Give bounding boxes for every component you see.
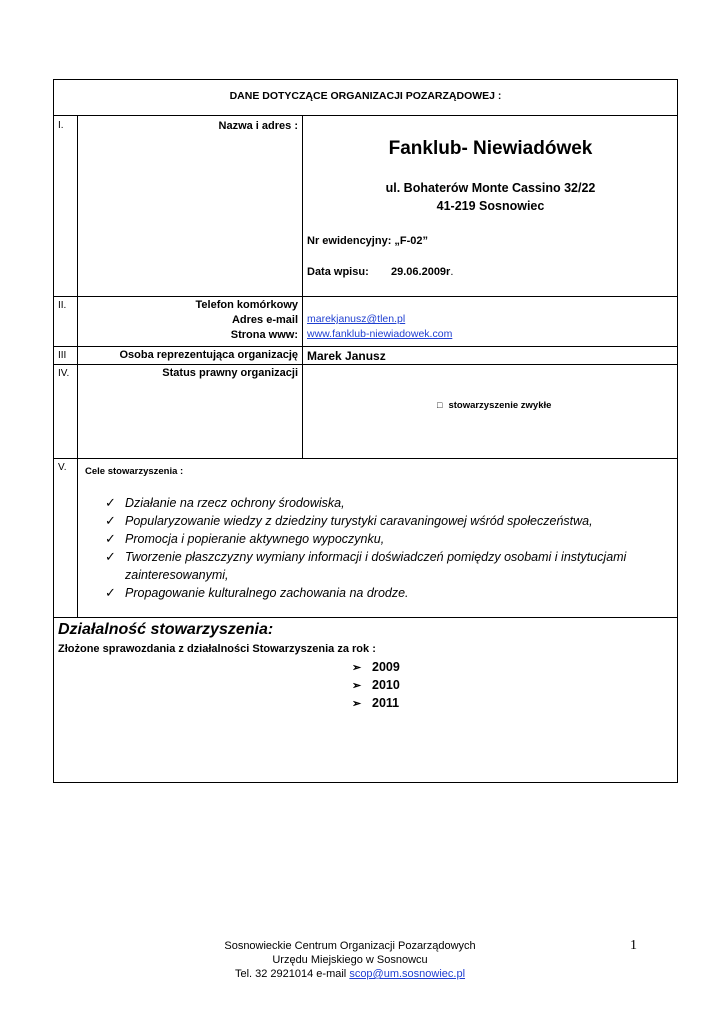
legal-status-value: stowarzyszenie zwykłe: [448, 400, 552, 411]
contact-values: [307, 312, 452, 342]
organization-name: Fanklub- Niewiadówek: [388, 138, 593, 159]
section-number: III: [58, 350, 67, 361]
goal-item: ✓ Tworzenie płaszczyzny wymiany informacji i doświadczeń pomiędzy osobami i instytucjami zainteresowanymi,: [105, 549, 627, 582]
checkmark-icon: ✓: [105, 585, 116, 600]
goal-item: ✓ Popularyzowanie wiedzy z dziedziny turystyki caravaningowej wśród społeczeństwa,: [105, 513, 593, 528]
section-number: IV.: [58, 368, 70, 379]
www-label: Strona www:: [230, 329, 298, 341]
legal-status-label: Status prawny organizacji: [162, 367, 298, 379]
report-year: ➢ 2011: [352, 695, 400, 713]
page-number: 1: [630, 938, 637, 953]
footer-email-link[interactable]: scop@um.sosnowiec.pl: [349, 968, 466, 980]
report-year: ➢ 2009: [352, 659, 400, 677]
phone-label: Telefon komórkowy: [195, 299, 298, 311]
registry-number: Nr ewidencyjny: „F-02”: [307, 235, 429, 247]
arrow-icon: ➢: [352, 662, 362, 674]
checkmark-icon: ✓: [105, 549, 116, 564]
activity-title: Działalność stowarzyszenia:: [58, 621, 274, 638]
arrow-icon: ➢: [352, 698, 362, 710]
address-street: ul. Bohaterów Monte Cassino 32/22: [385, 181, 596, 195]
column-divider: [302, 115, 303, 458]
entry-date-dot: .: [450, 266, 454, 278]
row-divider: [54, 458, 677, 459]
name-address-label: Nazwa i adres :: [218, 120, 298, 132]
checkmark-icon: ✓: [105, 495, 116, 510]
goal-item: ✓ Propagowanie kulturalnego zachowania na drodze.: [105, 585, 409, 600]
column-divider: [77, 115, 78, 617]
footer-line-2: Urzędu Miejskiego w Sosnowcu: [272, 954, 428, 966]
row-divider: [54, 617, 677, 618]
arrow-icon: ➢: [352, 680, 362, 692]
address-city: 41-219 Sosnowiec: [436, 199, 545, 213]
website-link[interactable]: www.fanklub-niewiadowek.com: [307, 328, 453, 340]
form-table: [53, 79, 678, 783]
section-number: V.: [58, 462, 67, 473]
email-label: Adres e-mail: [231, 314, 298, 326]
report-year: ➢ 2010: [352, 677, 400, 695]
checkmark-icon: ✓: [105, 513, 116, 528]
form-header: DANE DOTYCZĄCE ORGANIZACJI POZARZĄDOWEJ :: [229, 90, 502, 102]
entry-date: [391, 266, 453, 278]
footer-line-3: Tel. 32 2921014 e-mail scop@um.sosnowiec.pl: [234, 968, 466, 980]
representative-label: Osoba reprezentująca organizację: [119, 349, 298, 361]
report-years-list: [352, 659, 400, 713]
row-divider: [54, 115, 677, 116]
checkmark-icon: ✓: [105, 531, 116, 546]
entry-date-label: Data wpisu:: [307, 266, 369, 278]
checkbox-icon: □: [437, 400, 443, 410]
entry-date-value: 29.06.2009r: [391, 266, 451, 278]
section-number: I.: [58, 120, 64, 131]
legal-status-option: [437, 400, 551, 411]
goals-list: [105, 494, 665, 602]
representative-name: Marek Janusz: [307, 349, 386, 363]
goal-item: ✓ Promocja i popieranie aktywnego wypoczynku,: [105, 531, 385, 546]
contact-labels: [80, 298, 298, 343]
activity-subtitle: Złożone sprawozdania z działalności Stowarzyszenia za rok :: [58, 643, 376, 655]
goals-label: Cele stowarzyszenia :: [85, 466, 184, 477]
row-divider: [54, 364, 677, 365]
section-number: II.: [58, 300, 67, 311]
footer-line-1: Sosnowieckie Centrum Organizacji Pozarządowych: [224, 940, 476, 952]
footer: [200, 939, 500, 981]
goal-item: ✓ Działanie na rzecz ochrony środowiska,: [105, 495, 345, 510]
email-link[interactable]: marekjanusz@tlen.pl: [307, 313, 406, 325]
row-divider: [54, 346, 677, 347]
row-divider: [54, 296, 677, 297]
